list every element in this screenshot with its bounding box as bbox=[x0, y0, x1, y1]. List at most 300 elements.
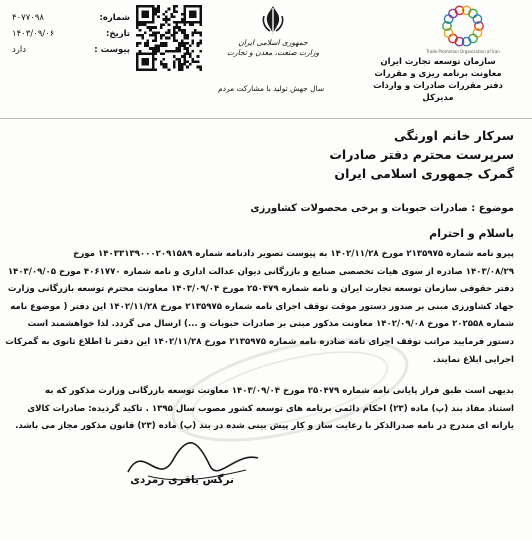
qr-cell bbox=[152, 13, 155, 16]
qr-cell bbox=[173, 66, 176, 69]
qr-cell bbox=[184, 21, 187, 24]
qr-cell bbox=[141, 60, 144, 63]
qr-cell bbox=[178, 42, 181, 45]
org-line: معاونت برنامه ریزی و مقررات bbox=[374, 69, 502, 79]
qr-code-icon bbox=[136, 5, 202, 71]
qr-cell bbox=[152, 16, 155, 19]
qr-cell bbox=[147, 16, 150, 19]
qr-cell bbox=[191, 60, 194, 63]
qr-cell bbox=[189, 21, 192, 24]
qr-cell bbox=[149, 29, 152, 32]
org-line: سازمان توسعه تجارت ایران bbox=[380, 57, 496, 67]
qr-cell bbox=[199, 5, 202, 8]
qr-cell bbox=[147, 26, 150, 29]
qr-cell bbox=[144, 23, 147, 26]
qr-cell bbox=[152, 58, 155, 61]
letterhead bbox=[0, 0, 532, 112]
qr-cell bbox=[141, 23, 144, 26]
qr-cell bbox=[165, 18, 168, 21]
qr-cell bbox=[199, 16, 202, 19]
qr-cell bbox=[176, 50, 179, 53]
org-line: مدیرکل bbox=[422, 93, 454, 103]
qr-cell bbox=[186, 34, 189, 37]
qr-cell bbox=[154, 37, 157, 40]
addressee-block bbox=[329, 126, 514, 183]
number-value: ۴۰۷۷۰۹۸ bbox=[12, 13, 44, 23]
qr-cell bbox=[147, 42, 150, 45]
qr-cell bbox=[162, 34, 165, 37]
qr-cell bbox=[199, 31, 202, 34]
qr-cell bbox=[168, 37, 171, 40]
qr-cell bbox=[181, 68, 184, 71]
qr-cell bbox=[181, 13, 184, 16]
qr-cell bbox=[149, 21, 152, 24]
qr-cell bbox=[176, 26, 179, 29]
qr-cell bbox=[170, 50, 173, 53]
qr-cell bbox=[197, 5, 200, 8]
qr-cell bbox=[147, 45, 150, 48]
ministry-block bbox=[218, 4, 328, 58]
qr-cell bbox=[136, 55, 139, 58]
qr-cell bbox=[152, 34, 155, 37]
number-label: شماره: bbox=[99, 13, 130, 23]
qr-cell bbox=[184, 45, 187, 48]
qr-cell bbox=[136, 26, 139, 29]
qr-cell bbox=[157, 5, 160, 8]
qr-cell bbox=[165, 37, 168, 40]
qr-cell bbox=[184, 34, 187, 37]
qr-cell bbox=[157, 8, 160, 11]
qr-cell bbox=[136, 10, 139, 13]
qr-cell bbox=[199, 8, 202, 11]
qr-cell bbox=[173, 55, 176, 58]
qr-cell bbox=[149, 53, 152, 56]
qr-cell bbox=[168, 29, 171, 32]
qr-cell bbox=[173, 60, 176, 63]
qr-cell bbox=[191, 50, 194, 53]
qr-cell bbox=[152, 66, 155, 69]
ministry-line: جمهوری اسلامی ایران bbox=[238, 38, 308, 47]
qr-cell bbox=[199, 42, 202, 45]
qr-cell bbox=[173, 16, 176, 19]
qr-cell bbox=[194, 29, 197, 32]
qr-cell bbox=[154, 26, 157, 29]
qr-cell bbox=[189, 53, 192, 56]
qr-cell bbox=[173, 26, 176, 29]
qr-cell bbox=[176, 21, 179, 24]
organization-title bbox=[368, 56, 508, 104]
qr-cell bbox=[178, 26, 181, 29]
qr-cell bbox=[184, 18, 187, 21]
qr-cell bbox=[178, 21, 181, 24]
qr-cell bbox=[152, 21, 155, 24]
qr-cell bbox=[144, 68, 147, 71]
greeting: باسلام و احترام bbox=[429, 227, 514, 240]
qr-cell bbox=[141, 58, 144, 61]
date-label: تاریخ: bbox=[106, 29, 130, 39]
qr-cell bbox=[186, 42, 189, 45]
qr-cell bbox=[144, 58, 147, 61]
qr-cell bbox=[173, 10, 176, 13]
addressee-line: سرکار خانم اورنگی bbox=[394, 128, 514, 143]
qr-cell bbox=[178, 66, 181, 69]
qr-cell bbox=[170, 13, 173, 16]
qr-cell bbox=[191, 21, 194, 24]
qr-cell bbox=[168, 18, 171, 21]
qr-cell bbox=[194, 60, 197, 63]
qr-cell bbox=[191, 39, 194, 42]
qr-cell bbox=[139, 53, 142, 56]
qr-cell bbox=[168, 50, 171, 53]
qr-cell bbox=[136, 5, 139, 8]
qr-cell bbox=[197, 21, 200, 24]
qr-cell bbox=[154, 45, 157, 48]
qr-cell bbox=[184, 58, 187, 61]
qr-cell bbox=[136, 34, 139, 37]
qr-cell bbox=[147, 10, 150, 13]
letter-body bbox=[5, 246, 514, 436]
qr-cell bbox=[165, 50, 168, 53]
qr-cell bbox=[139, 21, 142, 24]
qr-cell bbox=[154, 47, 157, 50]
qr-cell bbox=[199, 10, 202, 13]
qr-cell bbox=[139, 23, 142, 26]
qr-cell bbox=[141, 5, 144, 8]
body-line: اجرایی ابلاغ نمایند. bbox=[432, 354, 514, 365]
qr-cell bbox=[197, 66, 200, 69]
qr-cell bbox=[173, 63, 176, 66]
qr-cell bbox=[181, 31, 184, 34]
qr-cell bbox=[173, 21, 176, 24]
qr-cell bbox=[184, 53, 187, 56]
qr-cell bbox=[184, 37, 187, 40]
qr-cell bbox=[186, 37, 189, 40]
qr-cell bbox=[147, 58, 150, 61]
qr-cell bbox=[168, 31, 171, 34]
qr-cell bbox=[154, 58, 157, 61]
qr-cell bbox=[194, 16, 197, 19]
qr-cell bbox=[184, 55, 187, 58]
attachment-row bbox=[12, 42, 130, 58]
qr-cell bbox=[194, 13, 197, 16]
qr-cell bbox=[165, 21, 168, 24]
qr-cell bbox=[152, 10, 155, 13]
qr-cell bbox=[181, 18, 184, 21]
qr-cell bbox=[160, 23, 163, 26]
qr-cell bbox=[184, 29, 187, 32]
iran-emblem-icon bbox=[258, 4, 288, 36]
qr-cell bbox=[191, 16, 194, 19]
qr-cell bbox=[152, 60, 155, 63]
body-line: استناد مفاد بند (پ) ماده (۲۳) احکام دائمی برنامه های توسعه کشور مصوب سال ۱۳۹۵ . تاکید گردیده: صادرات کالای bbox=[27, 403, 514, 414]
qr-cell bbox=[186, 21, 189, 24]
qr-cell bbox=[199, 23, 202, 26]
qr-cell bbox=[173, 31, 176, 34]
qr-cell bbox=[173, 8, 176, 11]
qr-cell bbox=[165, 66, 168, 69]
qr-cell bbox=[154, 8, 157, 11]
qr-cell bbox=[152, 68, 155, 71]
qr-cell bbox=[176, 10, 179, 13]
qr-cell bbox=[136, 21, 139, 24]
qr-cell bbox=[141, 34, 144, 37]
qr-cell bbox=[165, 63, 168, 66]
qr-cell bbox=[141, 10, 144, 13]
qr-cell bbox=[144, 45, 147, 48]
qr-cell bbox=[170, 34, 173, 37]
qr-cell bbox=[157, 16, 160, 19]
body-line: بدیهی است طبق فراز پایانی نامه شماره ۲۵۰۴۷۹ مورخ ۱۴۰۳/۰۹/۰۴ معاونت توسعه بازرگانی وزارت مذکور که به bbox=[44, 386, 514, 397]
qr-cell bbox=[162, 42, 165, 45]
qr-cell bbox=[181, 66, 184, 69]
qr-cell bbox=[176, 58, 179, 61]
addressee-line: گمرک جمهوری اسلامی ایران bbox=[334, 166, 514, 181]
qr-cell bbox=[199, 21, 202, 24]
qr-cell bbox=[141, 21, 144, 24]
qr-cell bbox=[173, 34, 176, 37]
qr-cell bbox=[139, 42, 142, 45]
qr-cell bbox=[191, 42, 194, 45]
qr-cell bbox=[141, 37, 144, 40]
qr-cell bbox=[160, 42, 163, 45]
ministry-line: وزارت صنعت، معدن و تجارت bbox=[226, 48, 320, 57]
qr-cell bbox=[152, 8, 155, 11]
qr-cell bbox=[181, 29, 184, 32]
qr-cell bbox=[152, 47, 155, 50]
letter-meta bbox=[12, 10, 130, 58]
qr-cell bbox=[199, 39, 202, 42]
body-line: شماره ۲۰۲۵۵۸ مورخ ۱۴۰۲/۰۹/۰۸ معاونت مذکور مبنی بر صادرات حبوبات و ...) ارسال می گردد. لذا خواهشمند است bbox=[27, 319, 514, 330]
number-row bbox=[12, 10, 130, 26]
qr-cell bbox=[136, 60, 139, 63]
qr-cell bbox=[144, 13, 147, 16]
qr-cell bbox=[173, 39, 176, 42]
qr-cell bbox=[154, 50, 157, 53]
qr-cell bbox=[157, 10, 160, 13]
org-line: دفتر مقررات صادرات و واردات bbox=[373, 81, 503, 91]
qr-cell bbox=[184, 23, 187, 26]
qr-cell bbox=[186, 53, 189, 56]
qr-cell bbox=[147, 21, 150, 24]
qr-cell bbox=[186, 47, 189, 50]
qr-cell bbox=[147, 39, 150, 42]
qr-cell bbox=[136, 53, 139, 56]
body-line: دستور فرمایید مراتب توقف اجرای نامه صادره نامه شماره ۲۱۳۵۹۷۵ مورخ ۱۴۰۲/۱۱/۲۸ این دفتر تا اطلاع ثانوی به گمرکات bbox=[5, 336, 514, 347]
qr-cell bbox=[141, 53, 144, 56]
qr-cell bbox=[176, 23, 179, 26]
qr-cell bbox=[181, 21, 184, 24]
qr-cell bbox=[141, 13, 144, 16]
qr-cell bbox=[154, 31, 157, 34]
qr-cell bbox=[186, 66, 189, 69]
qr-cell bbox=[144, 53, 147, 56]
qr-cell bbox=[178, 58, 181, 61]
qr-cell bbox=[191, 23, 194, 26]
qr-cell bbox=[178, 63, 181, 66]
qr-cell bbox=[152, 55, 155, 58]
qr-cell bbox=[178, 68, 181, 71]
qr-cell bbox=[136, 58, 139, 61]
qr-cell bbox=[152, 26, 155, 29]
qr-cell bbox=[144, 5, 147, 8]
qr-cell bbox=[144, 63, 147, 66]
qr-cell bbox=[165, 16, 168, 19]
qr-cell bbox=[157, 47, 160, 50]
qr-cell bbox=[191, 31, 194, 34]
qr-cell bbox=[181, 55, 184, 58]
qr-cell bbox=[152, 39, 155, 42]
qr-cell bbox=[154, 39, 157, 42]
qr-cell bbox=[181, 63, 184, 66]
qr-cell bbox=[189, 16, 192, 19]
qr-cell bbox=[184, 5, 187, 8]
qr-cell bbox=[194, 21, 197, 24]
qr-cell bbox=[191, 5, 194, 8]
qr-cell bbox=[189, 23, 192, 26]
qr-cell bbox=[157, 50, 160, 53]
qr-cell bbox=[147, 68, 150, 71]
qr-cell bbox=[141, 16, 144, 19]
qr-cell bbox=[154, 10, 157, 13]
qr-cell bbox=[152, 53, 155, 56]
qr-cell bbox=[144, 42, 147, 45]
qr-cell bbox=[139, 50, 142, 53]
qr-cell bbox=[149, 26, 152, 29]
qr-cell bbox=[162, 53, 165, 56]
qr-cell bbox=[147, 53, 150, 56]
qr-cell bbox=[176, 5, 179, 8]
qr-cell bbox=[160, 63, 163, 66]
qr-cell bbox=[139, 34, 142, 37]
qr-cell bbox=[136, 63, 139, 66]
qr-cell bbox=[184, 47, 187, 50]
subject-line: موضوع : صادرات حبوبات و برخی محصولات کشاورزی bbox=[250, 203, 514, 214]
qr-cell bbox=[152, 5, 155, 8]
qr-cell bbox=[136, 45, 139, 48]
qr-cell bbox=[162, 18, 165, 21]
qr-cell bbox=[176, 47, 179, 50]
qr-cell bbox=[170, 16, 173, 19]
qr-cell bbox=[144, 10, 147, 13]
qr-cell bbox=[136, 18, 139, 21]
qr-cell bbox=[144, 16, 147, 19]
header-divider bbox=[0, 118, 532, 119]
qr-cell bbox=[147, 5, 150, 8]
body-line: یارانه ای مندرج در نامه صدرالذکر با رعایت ساز و کار پیش بینی شده در بند (پ) ماده (۲۳) قانون مذکور مجاز می باشد. bbox=[15, 421, 514, 432]
qr-cell bbox=[186, 50, 189, 53]
attachment-value: دارد bbox=[12, 45, 27, 55]
qr-cell bbox=[178, 47, 181, 50]
qr-cell bbox=[184, 63, 187, 66]
qr-cell bbox=[141, 63, 144, 66]
qr-cell bbox=[199, 18, 202, 21]
qr-cell bbox=[189, 5, 192, 8]
qr-cell bbox=[147, 60, 150, 63]
qr-cell bbox=[184, 31, 187, 34]
qr-cell bbox=[176, 31, 179, 34]
qr-cell bbox=[152, 50, 155, 53]
qr-cell bbox=[197, 55, 200, 58]
qr-cell bbox=[189, 63, 192, 66]
qr-cell bbox=[194, 5, 197, 8]
qr-cell bbox=[152, 63, 155, 66]
qr-cell bbox=[136, 66, 139, 69]
qr-cell bbox=[162, 13, 165, 16]
qr-cell bbox=[178, 60, 181, 63]
qr-cell bbox=[186, 5, 189, 8]
qr-cell bbox=[191, 34, 194, 37]
qr-cell bbox=[160, 60, 163, 63]
qr-cell bbox=[173, 50, 176, 53]
qr-cell bbox=[160, 45, 163, 48]
qr-cell bbox=[184, 10, 187, 13]
qr-cell bbox=[181, 39, 184, 42]
qr-cell bbox=[184, 8, 187, 11]
qr-cell bbox=[168, 68, 171, 71]
qr-cell bbox=[136, 8, 139, 11]
qr-cell bbox=[147, 13, 150, 16]
body-line: جهاد کشاورزی مبنی بر صدور دستور موقت توقف اجرای نامه شماره ۲۱۳۵۹۷۵ مورخ ۱۴۰۲/۱۱/۲۸ این دفتر ( موضوع نامه bbox=[10, 301, 514, 312]
qr-cell bbox=[191, 13, 194, 16]
qr-cell bbox=[199, 68, 202, 71]
qr-cell bbox=[154, 13, 157, 16]
qr-cell bbox=[136, 16, 139, 19]
qr-cell bbox=[154, 68, 157, 71]
qr-cell bbox=[162, 45, 165, 48]
qr-cell bbox=[162, 63, 165, 66]
qr-cell bbox=[165, 45, 168, 48]
tpo-logo-text: Trade Promotion Organization of Iran bbox=[426, 49, 500, 54]
qr-cell bbox=[189, 55, 192, 58]
qr-cell bbox=[173, 37, 176, 40]
qr-cell bbox=[199, 50, 202, 53]
body-line: ۱۴۰۳/۰۸/۲۹ صادره از سوی هیات تخصصی صنایع و بازرگانی دیوان عدالت اداری و نامه شماره ۴۰۶۱۷۷۰ مورخ ۱۴۰۳/۰۹/۰۵ bbox=[7, 266, 514, 277]
qr-cell bbox=[176, 39, 179, 42]
qr-cell bbox=[162, 23, 165, 26]
date-row bbox=[12, 26, 130, 42]
qr-cell bbox=[149, 68, 152, 71]
addressee-line: سرپرست محترم دفتر صادرات bbox=[329, 147, 514, 162]
qr-cell bbox=[139, 29, 142, 32]
qr-cell bbox=[144, 21, 147, 24]
qr-cell bbox=[189, 45, 192, 48]
body-line: دفتر حقوقی سازمان توسعه تجارت ایران و نامه شماره ۲۵۰۴۷۹ مورخ ۱۴۰۳/۰۹/۰۴ معاونت محترم توسعه بازرگانی وزارت bbox=[7, 284, 514, 295]
qr-cell bbox=[189, 10, 192, 13]
qr-cell bbox=[165, 31, 168, 34]
qr-cell bbox=[152, 31, 155, 34]
qr-cell bbox=[141, 68, 144, 71]
qr-cell bbox=[184, 16, 187, 19]
qr-cell bbox=[168, 23, 171, 26]
qr-cell bbox=[181, 45, 184, 48]
qr-cell bbox=[136, 68, 139, 71]
qr-cell bbox=[136, 23, 139, 26]
paragraph-gap bbox=[16, 369, 514, 383]
qr-cell bbox=[139, 68, 142, 71]
qr-cell bbox=[191, 58, 194, 61]
qr-cell bbox=[178, 45, 181, 48]
tpo-logo-icon bbox=[426, 4, 500, 56]
qr-cell bbox=[173, 5, 176, 8]
qr-cell bbox=[186, 60, 189, 63]
qr-cell bbox=[162, 58, 165, 61]
qr-cell bbox=[160, 37, 163, 40]
qr-cell bbox=[194, 10, 197, 13]
qr-cell bbox=[189, 13, 192, 16]
signer-name: نرگس باقری زمردی bbox=[130, 474, 234, 486]
attachment-label: پیوست : bbox=[94, 45, 130, 55]
qr-cell bbox=[160, 34, 163, 37]
